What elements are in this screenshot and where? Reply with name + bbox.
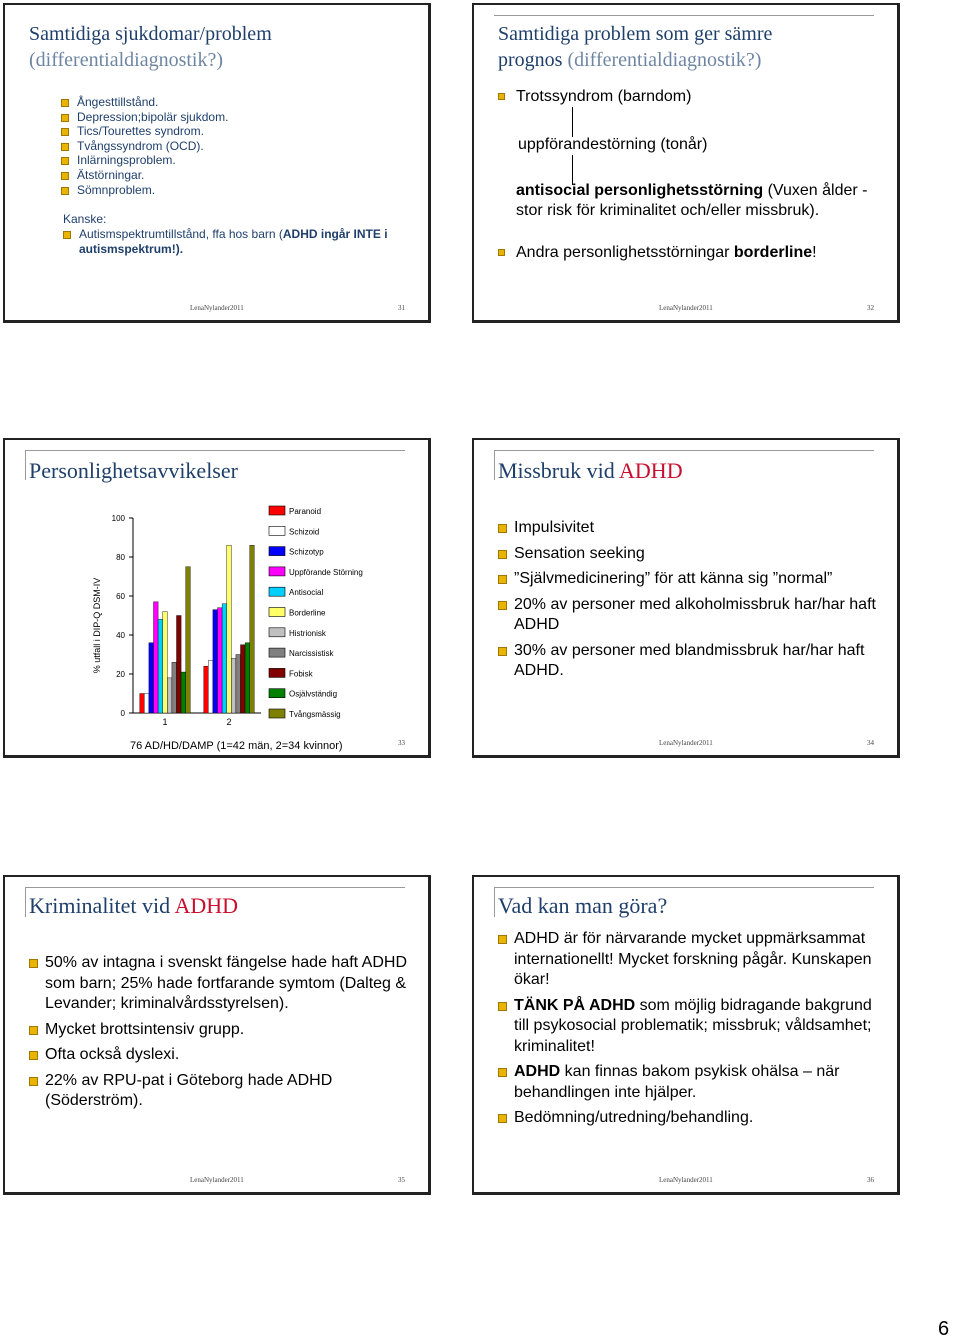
legend-swatch <box>269 628 285 637</box>
bar-antisocial <box>158 619 163 713</box>
title-line-1: Samtidiga problem som ger sämre <box>498 23 773 45</box>
y-tick-label: 0 <box>120 709 125 718</box>
title-rule <box>494 450 874 451</box>
list-item <box>498 1062 888 1103</box>
legend-label: Osjälvständig <box>289 689 338 699</box>
list-item: Sömnproblem. <box>61 183 228 198</box>
list-item <box>63 227 423 256</box>
slide-title <box>498 21 878 73</box>
title-rule-left <box>25 887 26 917</box>
slide-number: 35 <box>398 1176 405 1184</box>
list-item: Sensation seeking <box>498 544 888 565</box>
bullet-icon <box>498 249 505 256</box>
missbruk-list <box>498 518 888 687</box>
bullet-icon <box>498 93 505 100</box>
legend-label: Fobisk <box>289 669 313 679</box>
legend-swatch <box>269 547 285 556</box>
slide-31 <box>3 3 431 323</box>
title-highlight: ADHD <box>174 893 238 918</box>
list-item <box>498 996 888 1058</box>
slide-33 <box>3 438 431 758</box>
legend-label: Schizotyp <box>289 547 324 557</box>
slide-title <box>498 458 878 484</box>
title-line-1: Samtidiga sjukdomar/problem <box>29 23 272 45</box>
page-number: 6 <box>938 1318 950 1340</box>
bar-schizotyp <box>213 610 218 713</box>
chart-caption: 76 AD/HD/DAMP (1=42 män, 2=34 kvinnor) <box>130 740 343 752</box>
legend-swatch <box>269 709 285 718</box>
legend-label: Histrionisk <box>289 628 326 638</box>
bar-osj-lvst-ndig <box>181 672 186 713</box>
bar-tv-ngsm-ssig <box>250 545 255 713</box>
footer-author: LenaNylander2011 <box>659 739 713 747</box>
legend-swatch <box>269 689 285 698</box>
list-item: Inlärningsproblem. <box>61 153 228 168</box>
atgarder-list <box>498 929 888 1134</box>
legend-label: Uppförande Störning <box>289 567 363 577</box>
item-text: Trotssyndrom (barndom) <box>516 88 692 105</box>
slide-title <box>29 893 409 919</box>
title-rule <box>494 15 874 16</box>
legend-label: Narcissistisk <box>289 649 334 659</box>
legend-swatch <box>269 587 285 596</box>
personality-chart <box>5 440 431 740</box>
list-item: Bedömning/utredning/behandling. <box>498 1108 888 1129</box>
legend-swatch <box>269 608 285 617</box>
bar-schizoid <box>208 660 213 713</box>
list-item: 50% av intagna i svenskt fängelse hade haft ADHD som barn; 25% hade fortfarande symtom (Dalteg & Levander; kriminalvårdsstyrelsen). <box>29 953 409 1015</box>
arrow-down-icon <box>572 107 573 137</box>
slide-35 <box>3 875 431 1195</box>
bar-uppf-rande-st-rning <box>154 602 159 713</box>
item-text: kan finnas bakom psykisk ohälsa – när behandlingen inte hjälper. <box>514 1063 840 1101</box>
autism-text: Autismspektrumtillstånd, ffa hos barn ( <box>79 227 283 241</box>
item-suffix: ! <box>812 244 817 261</box>
item-bold: borderline <box>733 244 813 261</box>
conditions-list <box>61 95 228 197</box>
list-item: Impulsivitet <box>498 518 888 539</box>
list-item: Depression;bipolär sjukdom. <box>61 110 228 125</box>
item-text: Andra personlighetsstörningar <box>516 244 734 261</box>
bar-fobisk <box>241 645 246 713</box>
item-bold: antisocial personlighetsstörning <box>516 182 764 199</box>
item-text: (Vuxen ålder - stor risk för kriminalitet och/eller missbruk). <box>516 182 868 219</box>
slide-number: 32 <box>867 304 874 312</box>
footer-author: LenaNylander2011 <box>659 1176 713 1184</box>
item-bold: ADHD <box>514 1063 561 1080</box>
item-trotssyndrom <box>498 87 691 107</box>
slide-title <box>29 21 409 73</box>
item-bold: TÄNK PÅ ADHD <box>514 996 636 1014</box>
kriminalitet-list <box>29 953 409 1117</box>
bar-histrionisk <box>231 658 236 713</box>
title-line-2a: prognos <box>498 49 563 71</box>
item-uppforandestorning: uppförandestörning (tonår) <box>518 136 708 153</box>
footer-author: LenaNylander2011 <box>190 304 244 312</box>
y-axis-label: % utfall i DIP-Q DSM-IV <box>92 577 102 674</box>
bar-uppf-rande-st-rning <box>218 608 223 713</box>
slide-number: 33 <box>398 739 405 747</box>
legend-swatch <box>269 648 285 657</box>
bar-paranoid <box>204 666 209 713</box>
title-rule-left <box>494 450 495 480</box>
legend-swatch <box>269 567 285 576</box>
x-tick-label: 1 <box>162 717 168 727</box>
bar-osj-lvst-ndig <box>245 643 250 713</box>
bar-antisocial <box>222 604 227 713</box>
legend-label: Borderline <box>289 608 326 618</box>
kanske-label: Kanske: <box>63 212 107 226</box>
y-tick-label: 80 <box>116 553 125 562</box>
legend-label: Paranoid <box>289 507 322 516</box>
list-item: Ångesttillstånd. <box>61 95 228 110</box>
title-highlight: ADHD <box>619 458 683 483</box>
slide-title: Personlighetsavvikelser <box>29 458 238 483</box>
legend-swatch <box>269 526 285 535</box>
autism-bold: ADHD ingår INTE i autismspektrum!). <box>79 227 388 256</box>
y-tick-label: 60 <box>116 592 125 601</box>
title-rule <box>25 887 405 888</box>
list-item: Mycket brottsintensiv grupp. <box>29 1020 409 1041</box>
title-line-2b: (differentialdiagnostik?) <box>562 49 762 71</box>
y-tick-label: 20 <box>116 670 125 679</box>
bar-borderline <box>163 612 168 713</box>
title-text: Missbruk vid <box>498 458 620 483</box>
bar-borderline <box>227 545 232 713</box>
title-rule <box>494 887 874 888</box>
bar-schizotyp <box>149 643 154 713</box>
bar-paranoid <box>140 694 145 714</box>
list-item: ”Självmedicinering” för att känna sig ”normal” <box>498 569 888 590</box>
bar-tv-ngsm-ssig <box>186 567 191 713</box>
list-item: Ätstörningar. <box>61 168 228 183</box>
legend-label: Antisocial <box>289 588 324 598</box>
legend-swatch <box>269 506 285 515</box>
legend-label: Tvångsmässig <box>289 710 341 719</box>
footer-author: LenaNylander2011 <box>190 1176 244 1184</box>
title-line-2: (differentialdiagnostik?) <box>29 49 224 71</box>
legend-label: Schizoid <box>289 527 320 537</box>
list-item: 30% av personer med blandmissbruk har/har haft ADHD. <box>498 641 888 682</box>
bar-narcissistisk <box>236 655 241 714</box>
title-rule-left <box>494 887 495 917</box>
x-tick-label: 2 <box>226 717 232 727</box>
footer-author: LenaNylander2011 <box>659 304 713 312</box>
list-item: 22% av RPU-pat i Göteborg hade ADHD (Söderström). <box>29 1071 409 1112</box>
slide-34 <box>472 438 900 758</box>
slide-number: 34 <box>867 739 874 747</box>
bar-histrionisk <box>167 678 172 713</box>
slide-number: 31 <box>398 304 405 312</box>
item-antisocial <box>516 181 876 221</box>
y-tick-label: 40 <box>116 631 125 640</box>
list-item: Ofta också dyslexi. <box>29 1045 409 1066</box>
list-item: 20% av personer med alkoholmissbruk har/har haft ADHD <box>498 595 888 636</box>
autism-list <box>63 227 423 256</box>
bar-fobisk <box>177 616 182 714</box>
slide-36 <box>472 875 900 1195</box>
legend-swatch <box>269 668 285 677</box>
item-text: som möjlig bidragande bakgrund till psykosocial problematik; missbruk; våldsamhet; kriminalitet! <box>514 996 872 1055</box>
slide-title: Vad kan man göra? <box>498 893 668 918</box>
slide-number: 36 <box>867 1176 874 1184</box>
title-text: Kriminalitet vid <box>29 893 175 918</box>
list-item: ADHD är för närvarande mycket uppmärksammat internationellt! Mycket forskning pågår. Kunskapen ökar! <box>498 929 888 991</box>
list-item: Tvångssyndrom (OCD). <box>61 139 228 154</box>
slide-32 <box>472 3 900 323</box>
item-andra <box>498 243 817 263</box>
y-tick-label: 100 <box>111 514 125 523</box>
list-item: Tics/Tourettes syndrom. <box>61 124 228 139</box>
bar-schizoid <box>144 694 149 714</box>
bar-narcissistisk <box>172 662 177 713</box>
